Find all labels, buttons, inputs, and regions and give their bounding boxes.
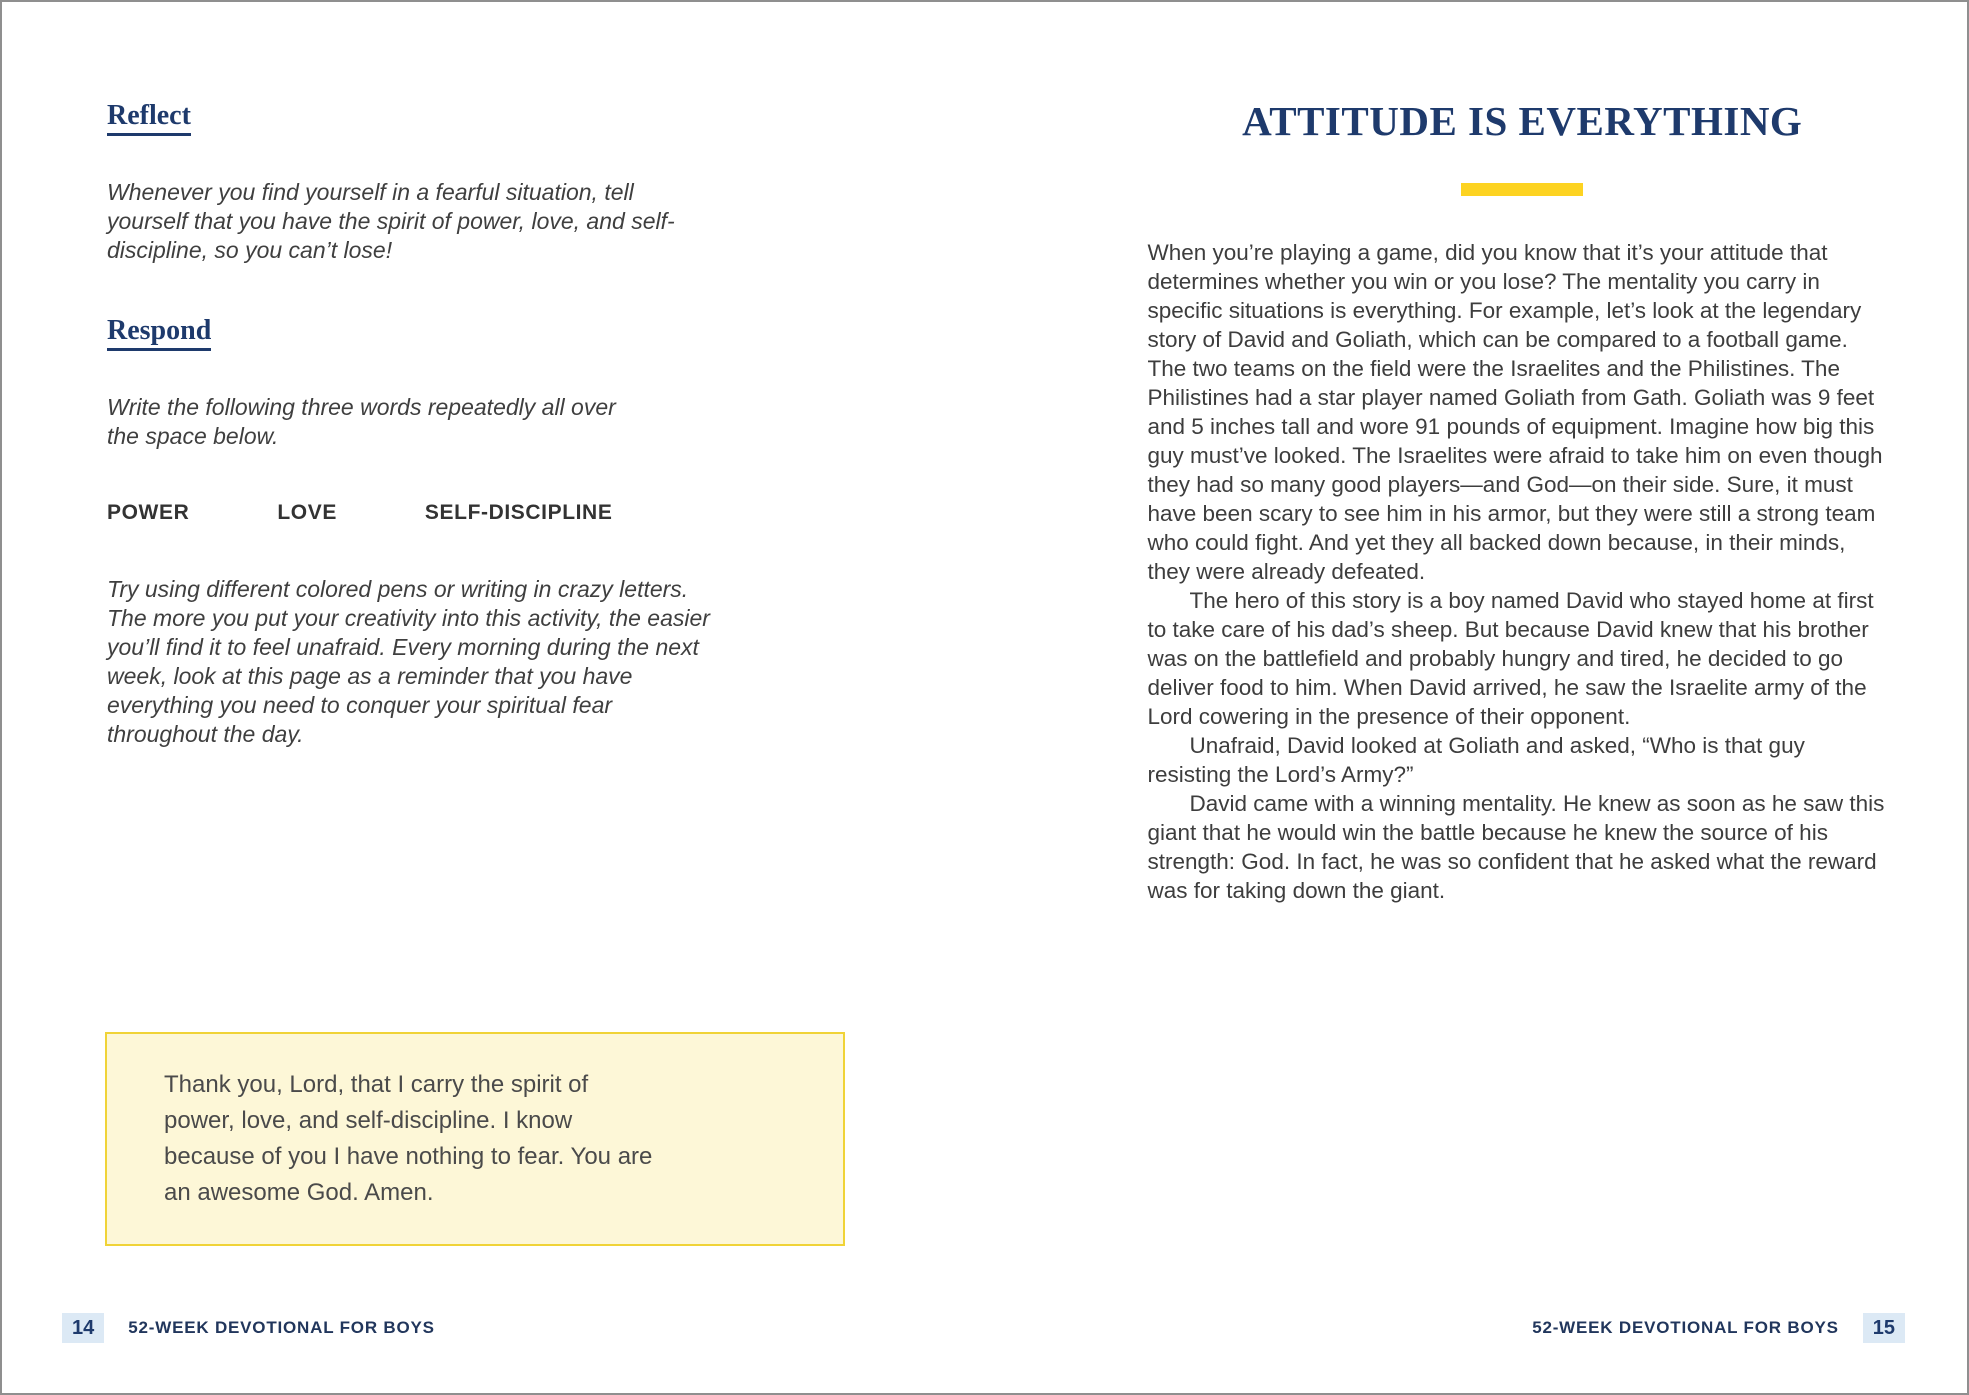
chapter-title: ATTITUDE IS EVERYTHING [1242,98,1803,144]
right-page-number: 15 [1863,1313,1905,1343]
chapter-body [1148,238,1888,905]
respond-intro: Write the following three words repeatedly all over the space below. [107,394,616,449]
reflect-heading: Reflect [107,102,191,136]
word-love: LOVE [277,501,337,524]
practice-words-row [107,501,745,525]
left-footer [62,1313,435,1343]
right-footer-label: 52-WEEK DEVOTIONAL FOR BOYS [1532,1318,1839,1337]
respond-instructions: Try using different colored pens or writing in crazy letters. The more you put your creativity into this activity, the easier you’ll find it to feel unafraid. Every morning during the next week, look at this page as a reminder that you have everything you need to conquer your spiritual fear throughout the day. [107,576,710,747]
left-page [2,2,985,1393]
word-power: POWER [107,501,190,524]
respond-heading: Respond [107,317,211,351]
left-footer-label: 52-WEEK DEVOTIONAL FOR BOYS [128,1318,435,1337]
reflect-text: Whenever you find yourself in a fearful situation, tell yourself that you have the spirit of power, love, and self-discipline, so you can’t lose! [107,179,675,263]
body-paragraph: When you’re playing a game, did you know that it’s your attitude that determines whether you win or you lose? The mentality you carry in specific situations is everything. For example, let’s look at the legendary story of David and Goliath, which can be compared to a football game. The two teams on the field were the Israelites and the Philistines. The Philistines had a star player named Goliath from Gath. Goliath was 9 feet and 5 inches tall and wore 91 pounds of equipment. Imagine how big this guy must’ve looked. The Israelites were afraid to take him on even though they had so many good players—and God—on their side. Sure, it must have been scary to see him in his armor, but they were still a strong team who could fight. And yet they all backed down because, in their minds, they were already defeated. [1147,240,1883,584]
left-page-number: 14 [62,1313,104,1343]
body-paragraph: The hero of this story is a boy named David who stayed home at first to take care of his dad’s sheep. But because David knew that his brother was on the battlefield and probably hungry and tired, he decided to go deliver food to him. When David arrived, he saw the Israelite army of the Lord cowering in the presence of their opponent. [1147,588,1874,729]
reflect-heading-row [107,102,745,178]
body-paragraph: David came with a winning mentality. He knew as soon as he saw this giant that he would win the battle because he knew the source of his strength: God. In fact, he was so confident that he asked what the reward was for taking down the giant. [1147,791,1885,903]
right-page [985,2,1968,1393]
respond-heading-row [107,317,745,393]
right-footer [1532,1313,1905,1343]
prayer-text: Thank you, Lord, that I carry the spirit of power, love, and self-discipline. I know because of you I have nothing to fear. You are an awesome God. Amen. [164,1071,653,1206]
word-self-discipline: SELF-DISCIPLINE [424,501,613,524]
title-accent-bar [1461,183,1583,196]
prayer-box [105,1032,845,1246]
body-paragraph: Unafraid, David looked at Goliath and asked, “Who is that guy resisting the Lord’s Army?” [1147,733,1805,787]
